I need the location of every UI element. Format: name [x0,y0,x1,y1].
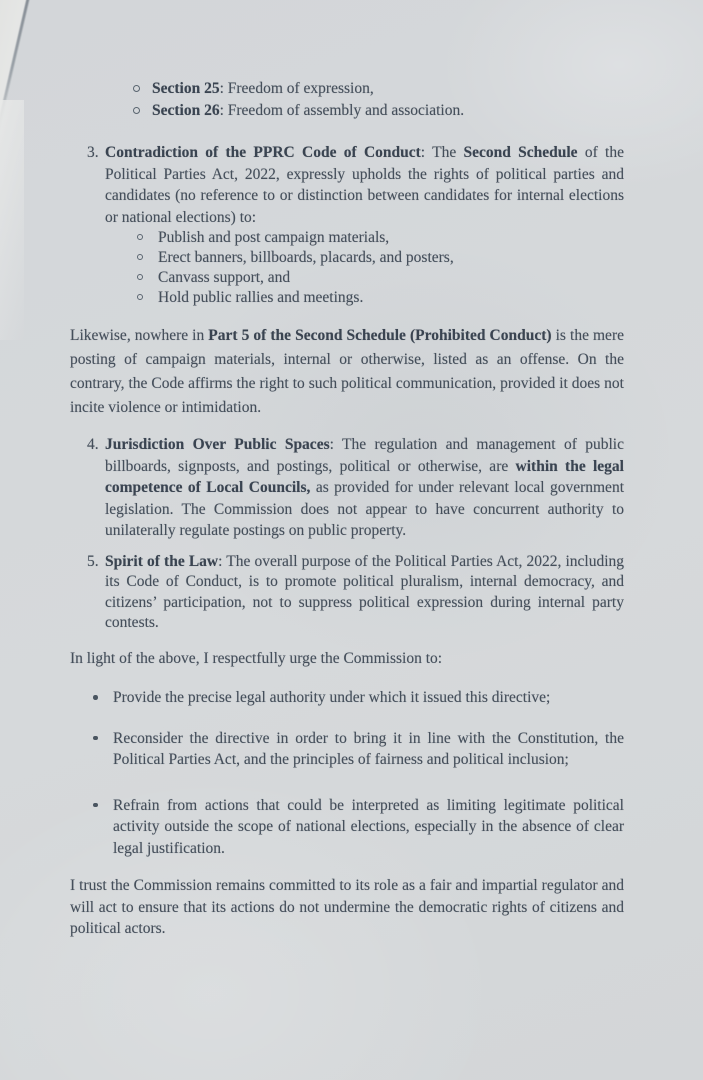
list-item-text: Canvass support, and [158,269,291,286]
circle-bullet-icon [137,274,143,280]
rights-list [70,228,624,308]
list-item [70,288,624,308]
requests-list [70,687,624,859]
dot-bullet-icon [93,695,98,700]
list-item [70,100,624,122]
list-item [70,268,624,288]
list-item-text: Provide the precise legal authority under which it issued this directive; [113,689,551,706]
list-item [70,687,624,709]
list-item-text: Publish and post campaign materials, [158,229,390,246]
list-item [70,228,624,248]
circle-bullet-icon [137,294,143,300]
numbered-item-4 [70,434,624,542]
circle-bullet-icon [137,234,143,240]
circle-bullet-icon [137,254,143,260]
numbered-item-5 [70,552,624,634]
list-item-text: Erect banners, billboards, placards, and posters, [158,249,454,266]
list-item [70,248,624,268]
dot-bullet-icon [93,803,98,808]
item-number: 5. [87,552,99,570]
letter-body [70,0,624,940]
circle-bullet-icon [133,107,140,114]
list-item-text: Refrain from actions that could be interpreted as limiting legitimate political activity outside the scope of national elections, especially in the absence of clear legal justification. [113,796,624,857]
page-edge-highlight [0,100,24,340]
list-item [70,728,624,771]
list-item [70,78,624,100]
closing-paragraph: I trust the Commission remains committed to its role as a fair and impartial regulator and will act to ensure that its actions do not undermine the democratic rights of citizens and political actors. [70,877,624,937]
item-number: 3. [87,144,99,161]
circle-bullet-icon [133,85,140,92]
urge-paragraph: In light of the above, I respectfully urge the Commission to: [70,649,443,667]
constitution-sections-list [70,78,624,121]
list-item-text: Section 25: Freedom of expression, [152,80,374,97]
list-item-text: Reconsider the directive in order to bring it in line with the Constitution, the Political Parties Act, and the principles of fairness and political inclusion; [113,729,624,768]
dot-bullet-icon [93,736,98,741]
item-text: Contradiction of the PPRC Code of Conduct: The Second Schedule of the Political Parties Act, 2022, expressly upholds the rights of political parties and candidates (no reference to or distinction between candidates for internal elections or national elections) to: [105,144,624,226]
item-number: 4. [87,436,99,453]
likewise-paragraph: Likewise, nowhere in Part 5 of the Second Schedule (Prohibited Conduct) is the mere posting of campaign materials, internal or otherwise, listed as an offense. On the contrary, the Code affirms the right to such political communication, provided it does not incite violence or intimidation. [70,327,624,416]
list-item-text: Hold public rallies and meetings. [158,289,364,306]
list-item [70,795,624,860]
item-text: Jurisdiction Over Public Spaces: The regulation and management of public billboards, signposts, and postings, political or otherwise, are within the legal competence of Local Councils, as provided for under relevant local government legislation. The Commission does not appear to have concurrent authority to unilaterally regulate postings on public property. [105,436,624,539]
item-text: Spirit of the Law: The overall purpose of the Political Parties Act, 2022, including its Code of Conduct, is to promote political pluralism, internal democracy, and citizens’ participation, not to suppress political expression during internal party contests. [105,552,625,631]
numbered-item-3 [70,142,624,228]
list-item-text: Section 26: Freedom of assembly and association. [152,101,465,119]
